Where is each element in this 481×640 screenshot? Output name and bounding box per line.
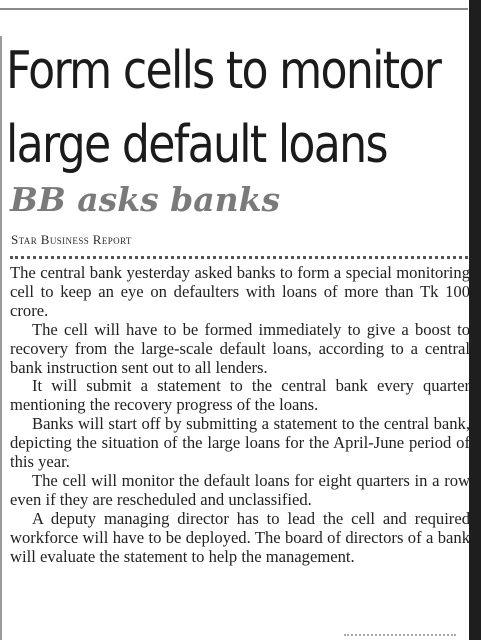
- headline-line-1: Form cells to monitor: [6, 41, 441, 101]
- article-paragraph: A deputy managing director has to lead the cell and required workforce will have to be deployed. The board of directors of a bank will evaluate the statement to help the management.: [10, 508, 470, 566]
- dotted-divider: [10, 256, 468, 259]
- headline: [6, 34, 441, 182]
- subheadline: BB asks banks: [10, 180, 281, 219]
- top-rule: [0, 8, 468, 10]
- bottom-dotted-mark: [344, 634, 456, 636]
- headline-line-2: large default loans: [6, 115, 387, 175]
- article-paragraph: It will submit a statement to the central bank every quarter mentioning the recovery progress of the loans.: [10, 376, 470, 415]
- article-paragraph: The cell will monitor the default loans for eight quarters in a row even if they are rescheduled and unclassified.: [10, 470, 470, 509]
- article-paragraph: The cell will have to be formed immediately to give a boost to recovery from the large-scale default loans, according to a central bank instruction sent out to all lenders.: [10, 319, 470, 377]
- page-edge-shadow: [469, 0, 481, 640]
- article-paragraph: Banks will start off by submitting a statement to the central bank, depicting the situation of the large loans for the April-June period of this year.: [10, 414, 470, 472]
- article-body: [10, 264, 470, 567]
- column-rule: [0, 36, 2, 640]
- byline: Star Business Report: [11, 232, 132, 247]
- article-paragraph: The central bank yesterday asked banks to form a special monitoring cell to keep an eye on defaulters with loans of more than Tk 100 crore.: [10, 263, 470, 320]
